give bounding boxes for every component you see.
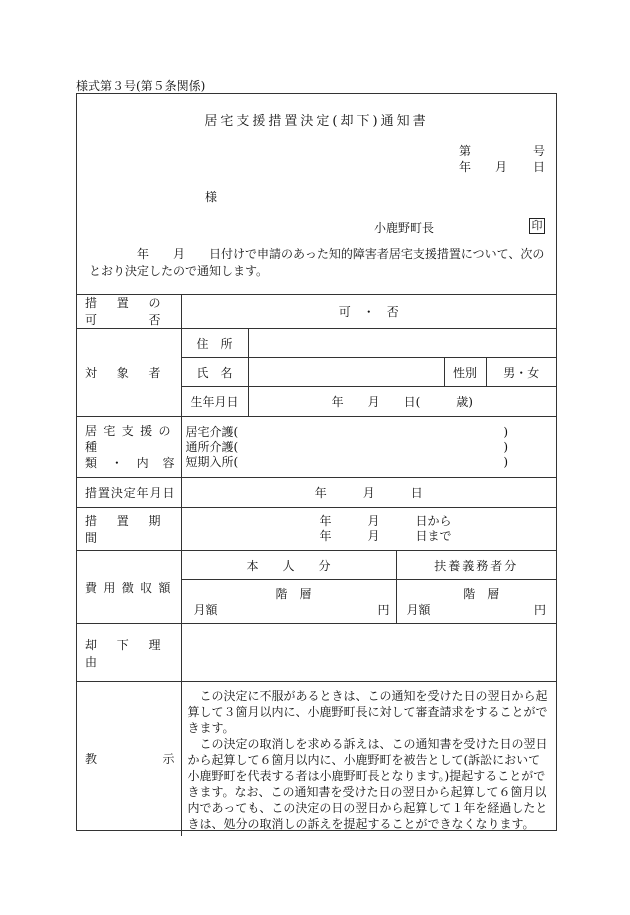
support-item-close: )	[503, 439, 509, 454]
support-type-list	[181, 417, 556, 478]
seal-mark	[529, 218, 545, 234]
fees-self-tier: 階 層	[275, 586, 312, 601]
details-table	[77, 294, 556, 836]
value-period[interactable]	[181, 508, 556, 551]
value-decision-date[interactable]: 年 月 日	[181, 478, 556, 508]
value-birthdate[interactable]: 年 月 日( 歳)	[248, 387, 556, 417]
label-address: 住 所	[181, 329, 248, 358]
date-month: 月	[495, 160, 508, 174]
label-birthdate: 生年月日	[181, 387, 248, 417]
support-item-label: 通所介護(	[185, 439, 239, 454]
form-number: 様式第３号(第５条関係)	[76, 79, 206, 93]
yen-unit: 円	[534, 602, 547, 617]
fees-support-tier: 階 層	[463, 586, 500, 601]
label-subject: 対象者	[77, 329, 181, 417]
support-item-home-care[interactable]	[186, 425, 557, 440]
label-name: 氏 名	[181, 358, 248, 387]
fees-self-header: 本 人 分	[181, 551, 396, 580]
label-period: 措置期間	[77, 508, 181, 551]
field-address[interactable]	[248, 329, 556, 358]
doc-number-suffix: 号	[533, 144, 546, 158]
label-rejection: 却下理由	[77, 624, 181, 682]
doc-number-prefix: 第	[459, 144, 472, 158]
instruction-paragraph: この決定の取消しを求める訴えは、この通知書を受けた日の翌日から起算して６箇月以内に、小鹿野町を被告として(訴訟において小鹿野町を代表する者は小鹿野町長となります。)提起することができます。なお、この通知書を受けた日の翌日から起算して６箇月以内であっても、この決定の日の翌日から起算して１年を経過したときは、処分の取消しの訴えを提起することができなくなります。	[187, 737, 548, 831]
label-support-type	[77, 417, 181, 478]
form-header	[77, 94, 556, 295]
label-fees: 費用徴収額	[77, 551, 181, 624]
issuer-name: 小鹿野町長	[374, 221, 435, 235]
fees-self-cell[interactable]	[181, 580, 396, 624]
yen-unit: 円	[377, 602, 390, 617]
value-propriety: 可 ・ 否	[181, 294, 556, 329]
fees-support-header: 扶養義務者分	[396, 551, 556, 580]
date-year: 年	[459, 160, 472, 174]
label-support-type-line1: 居宅支援の種	[85, 424, 175, 454]
support-item-close: )	[503, 424, 509, 439]
field-rejection-reason[interactable]	[181, 624, 556, 682]
instruction-text	[181, 682, 556, 836]
support-item-label: 短期入所(	[185, 454, 239, 469]
label-gender: 性別	[444, 358, 486, 387]
row-fees-header	[77, 551, 556, 580]
date-day: 日	[533, 160, 546, 174]
fees-support-monthly	[397, 602, 557, 618]
value-gender[interactable]: 男・女	[486, 358, 556, 387]
row-rejection	[77, 624, 556, 682]
label-instruction: 教示	[77, 682, 181, 836]
support-item-label: 居宅介護(	[185, 424, 239, 439]
monthly-label: 月額	[406, 602, 431, 617]
row-instruction	[77, 682, 556, 836]
document-title: 居宅支援措置決定(却下)通知書	[204, 114, 429, 129]
period-from: 年 月 日から	[319, 514, 452, 528]
seal-icon: 印	[529, 218, 545, 234]
notice-form	[76, 93, 557, 831]
support-item-close: )	[503, 454, 509, 469]
row-decision-date	[77, 478, 556, 508]
label-support-type-line2: 類 ・ 内 容	[85, 456, 175, 470]
row-support-type	[77, 417, 556, 478]
fees-support-cell[interactable]	[396, 580, 556, 624]
fees-self-monthly	[182, 602, 396, 618]
support-item-day-care[interactable]	[186, 440, 557, 455]
label-propriety: 措置の可否	[77, 294, 181, 329]
row-period	[77, 508, 556, 551]
addressee-suffix: 様	[205, 190, 218, 204]
field-name[interactable]	[248, 358, 444, 387]
monthly-label: 月額	[193, 602, 218, 617]
row-subject-address	[77, 329, 556, 358]
instruction-paragraph: この決定に不服があるときは、この通知を受けた日の翌日から起算して３箇月以内に、小鹿野町長に対して審査請求をすることができます。	[187, 689, 548, 735]
support-item-short-stay[interactable]	[186, 455, 557, 470]
period-to: 年 月 日まで	[319, 529, 452, 543]
row-propriety	[77, 294, 556, 329]
label-decision-date: 措置決定年月日	[77, 478, 181, 508]
notice-text: 年 月 日付けで申請のあった知的障害者居宅支援措置について、次のとおり決定したので通知します。	[89, 247, 545, 278]
